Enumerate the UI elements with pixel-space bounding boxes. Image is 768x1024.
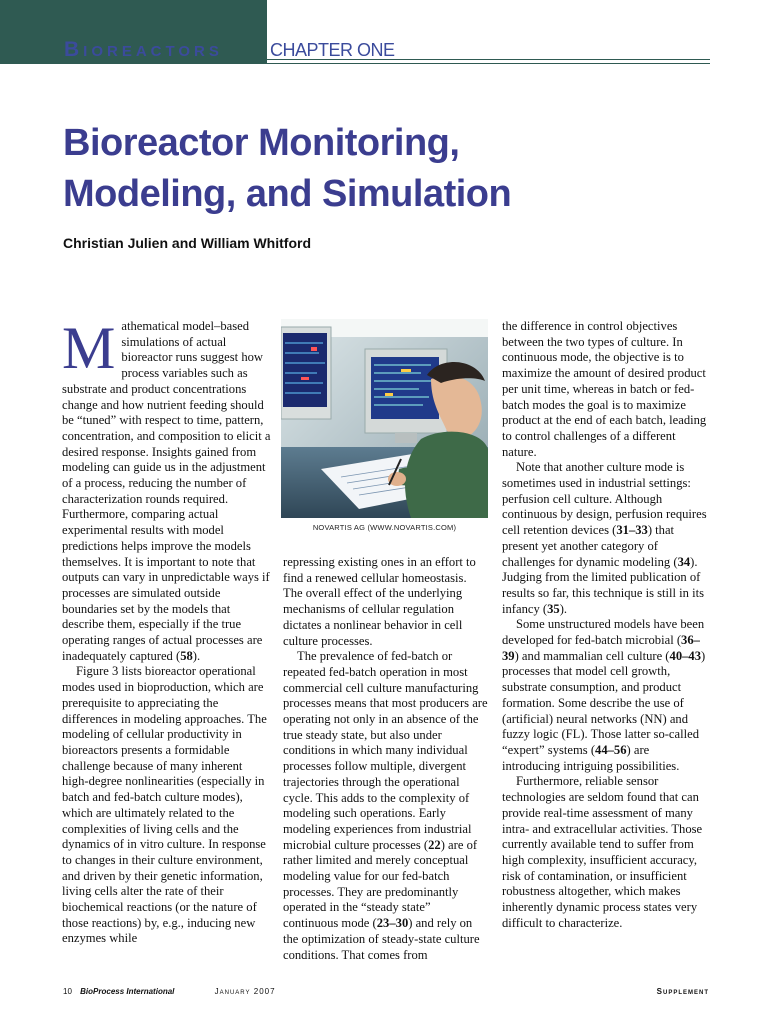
issue-date: January 2007 bbox=[214, 987, 276, 996]
paragraph: Some unstructured models have been developed for fed-batch microbial (36–39) and mammalian cell culture (40–43) processes that model cell growth, substrate consumption, and product formation. Some describe the use of (artificial) neural networks (NN) and fuzzy logic (FL). Those latter so-called “expert” systems (44–56) are introducing intriguing possibilities. bbox=[502, 617, 706, 773]
photo-illustration bbox=[281, 319, 488, 518]
text-column-1 bbox=[62, 315, 272, 947]
citation: 23–30 bbox=[376, 916, 409, 931]
drop-cap: M bbox=[62, 315, 116, 381]
title-line-1: Bioreactor Monitoring, bbox=[63, 122, 460, 164]
text-column-3 bbox=[502, 319, 707, 931]
article-title bbox=[63, 118, 683, 220]
text-column-2 bbox=[283, 555, 488, 963]
citation: 58 bbox=[180, 648, 193, 663]
paragraph: repressing existing ones in an effort to find a renewed cellular homeostasis. The overall effect of the underlying mechanisms of cellular regulation dictates a nonlinear behavior in cell culture processes. bbox=[283, 555, 476, 648]
lab-photo bbox=[281, 319, 488, 518]
paragraph: Note that another culture mode is sometimes used in industrial settings: perfusion cell culture. Although continuous by design, perfusion requires cell retention devices (31–33) that present yet another category of challenges for dynamic modeling (34). Judging from the limited publication of results so far, this technique is still in its infancy (35). bbox=[502, 460, 707, 616]
citation: 34 bbox=[677, 554, 691, 569]
supplement-label: Supplement bbox=[656, 987, 709, 996]
page-footer bbox=[63, 987, 276, 996]
page-number: 10 bbox=[63, 987, 72, 996]
citation: 40–43 bbox=[669, 648, 701, 663]
citation: 44–56 bbox=[595, 742, 627, 757]
citation: 31–33 bbox=[616, 523, 648, 538]
paragraph: Mathematical model–based simulations of actual bioreactor runs suggest how process variables such as substrate and product concentrations change and how nutrient feeding should be “tuned” with respect to time, pattern, concentration, and composition to elicit a desired response. Insights gained from modeling can guide us in the adjustment of a process, reducing the number of characterization rounds required. Furthermore, comparing actual experimental results with model predictions helps improve the models themselves. It is important to note that outputs can vary in unpredictable ways if processes are simulated outside boundaries set by the models that describe them, especially if the true operating ranges of actual processes are inadequately captured (58). bbox=[62, 315, 271, 663]
paragraph: Figure 3 lists bioreactor operational modes used in bioproduction, which are prerequisite to appreciating the differences in modeling approaches. The modeling of cellular productivity in bioreactors presents a formidable challenge because of many inherent high-degree nonlinearities (especially in batch and fed-batch culture modes), which are ultimately related to the complexities of living cells and the dynamics of in vitro culture. In response to changes in their culture environment, and driven by their genetic information, living cells alter the rate of their biochemical reactions (or the nature of those reactions) by, e.g., inducing new enzymes while bbox=[62, 664, 267, 946]
article-authors: Christian Julien and William Whitford bbox=[63, 235, 311, 251]
title-line-2: Modeling, and Simulation bbox=[63, 173, 512, 215]
photo-credit: NOVARTIS AG (WWW.NOVARTIS.COM) bbox=[312, 523, 457, 532]
citation: 22 bbox=[428, 837, 441, 852]
publication-name: BioProcess International bbox=[80, 987, 175, 996]
citation: 36–39 bbox=[502, 633, 700, 663]
paragraph: the difference in control objectives between the two types of culture. In continuous mode, the objective is to maximize the amount of desired product per unit time, whereas in batch or fed-batch modes the goal is to maximize product at the end of each batch, leading to control challenges of a different nature. bbox=[502, 319, 707, 459]
header-rule-bottom bbox=[0, 63, 710, 64]
paragraph: The prevalence of fed-batch or repeated fed-batch operation in most commercial cell culture manufacturing processes means that most producers are operating not only in an absence of the true steady state, but also under conditions in which many individual processes follow multiple, divergent trajectories through the operational cycle. This adds to the complexity of modeling such operations. Early modeling experiences from industrial microbial culture processes (22) are of rather limited and merely conceptual modeling value for our fed-batch processes. They are predominantly operated in the “steady state” continuous mode (23–30) and rely on the optimization of steady-state culture conditions. That comes from bbox=[283, 649, 488, 962]
citation: 35 bbox=[547, 601, 560, 616]
section-name: Bioreactors bbox=[64, 38, 223, 61]
chapter-label: CHAPTER ONE bbox=[270, 40, 395, 60]
paragraph: Furthermore, reliable sensor technologies are seldom found that can provide real-time assessment of many intra- and extracellular activities. Those currently available tend to suffer from high complexity, insufficient accuracy, risk of contamination, or insufficient robustness altogether, which makes inherently dynamic process states very difficult to characterize. bbox=[502, 774, 703, 930]
